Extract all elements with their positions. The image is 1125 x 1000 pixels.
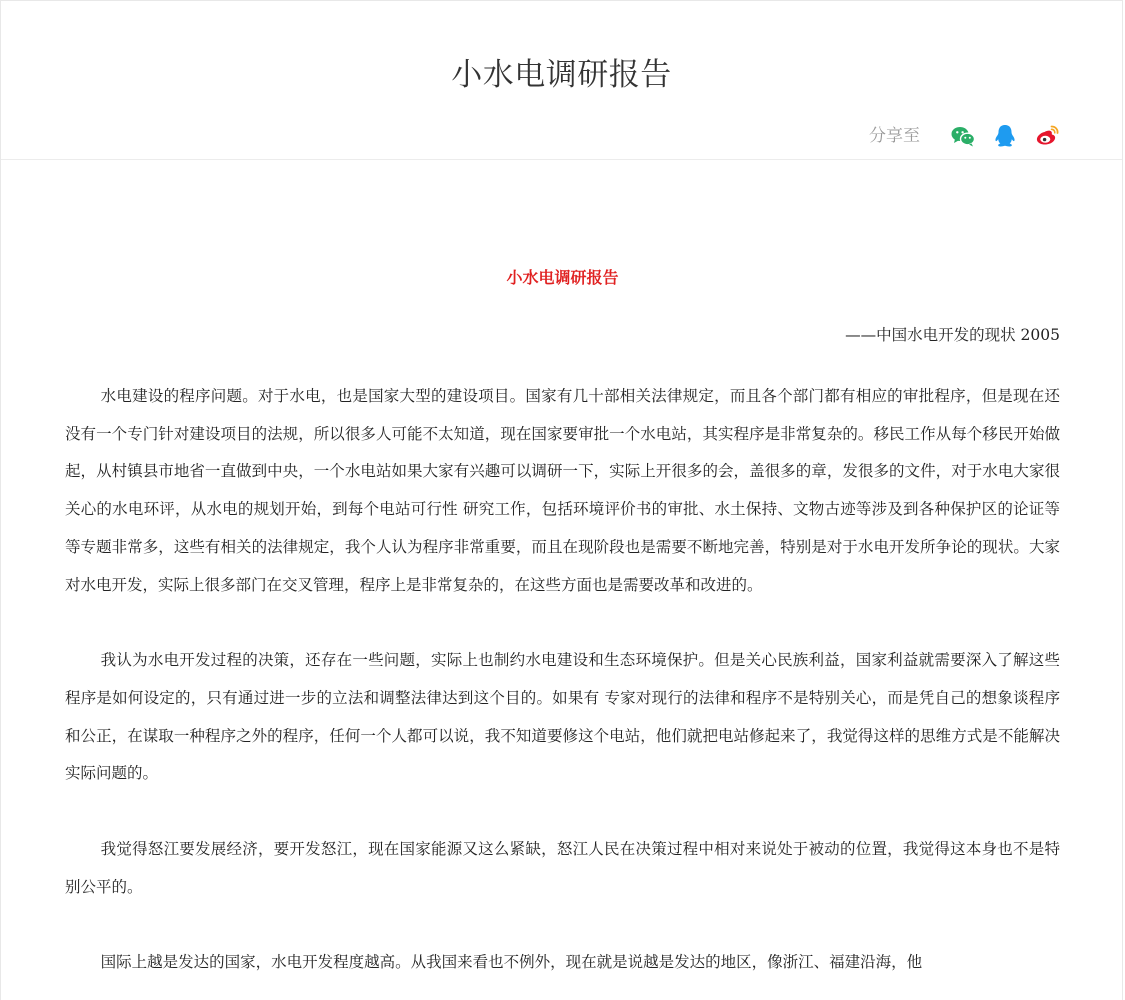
article xyxy=(65,161,1060,982)
article-title: 小水电调研报告 xyxy=(506,268,619,287)
paragraph: 我觉得怒江要发展经济，要开发怒江，现在国家能源又这么紧缺，怒江人民在决策过程中相对来说处于被动的位置，我觉得这本身也不是特别公平的。 xyxy=(65,840,1060,896)
wechat-icon[interactable] xyxy=(950,123,976,149)
weibo-icon[interactable] xyxy=(1034,123,1060,149)
header xyxy=(1,1,1122,160)
share-bar xyxy=(869,120,1060,152)
paragraph: 我认为水电开发过程的决策，还存在一些问题，实际上也制约水电建设和生态环境保护。但是关心民族利益，国家利益就需要深入了解这些程序是如何设定的，只有通过进一步的立法和调整法律达到这个目的。如果有 专家对现行的法律和程序不是特别关心，而是凭自己的想象谈程序和公正，在谋取一种程序之外的程序，任何一个人都可以说，我不知道要修这个电站，他们就把电站修起来了，我觉得这样的思维方式是不能解决实际问题的。 xyxy=(65,651,1060,783)
qq-icon[interactable] xyxy=(992,123,1018,149)
page-title: 小水电调研报告 xyxy=(451,57,672,93)
paragraph: 水电建设的程序问题。对于水电，也是国家大型的建设项目。国家有几十部相关法律规定，而且各个部门都有相应的审批程序，但是现在还没有一个专门针对建设项目的法规，所以很多人可能不太知道，现在国家要审批一个水电站，其实程序是非常复杂的。移民工作从每个移民开始做起，从村镇县市地省一直做到中央，一个水电站如果大家有兴趣可以调研一下，实际上开很多的会，盖很多的章，发很多的文件，对于水电大家很关心的水电环评，从水电的规划开始，到每个电站可行性 研究工作，包括环境评价书的审批、水土保持、文物古迹等涉及到各种保护区的论证等等专题非常多，这些有相关的法律规定，我个人认为程序非常重要，而且在现阶段也是需要不断地完善，特别是对于水电开发所争论的现状。大家对水电开发，实际上很多部门在交叉管理，程序上是非常复杂的，在这些方面也是需要改革和改进的。 xyxy=(65,387,1060,594)
paragraph: 国际上越是发达的国家，水电开发程度越高。从我国来看也不例外，现在就是说越是发达的地区，像浙江、福建沿海，他 xyxy=(100,953,923,972)
article-subtitle: ——中国水电开发的现状 2005 xyxy=(845,326,1060,344)
share-label: 分享至 xyxy=(869,126,920,146)
